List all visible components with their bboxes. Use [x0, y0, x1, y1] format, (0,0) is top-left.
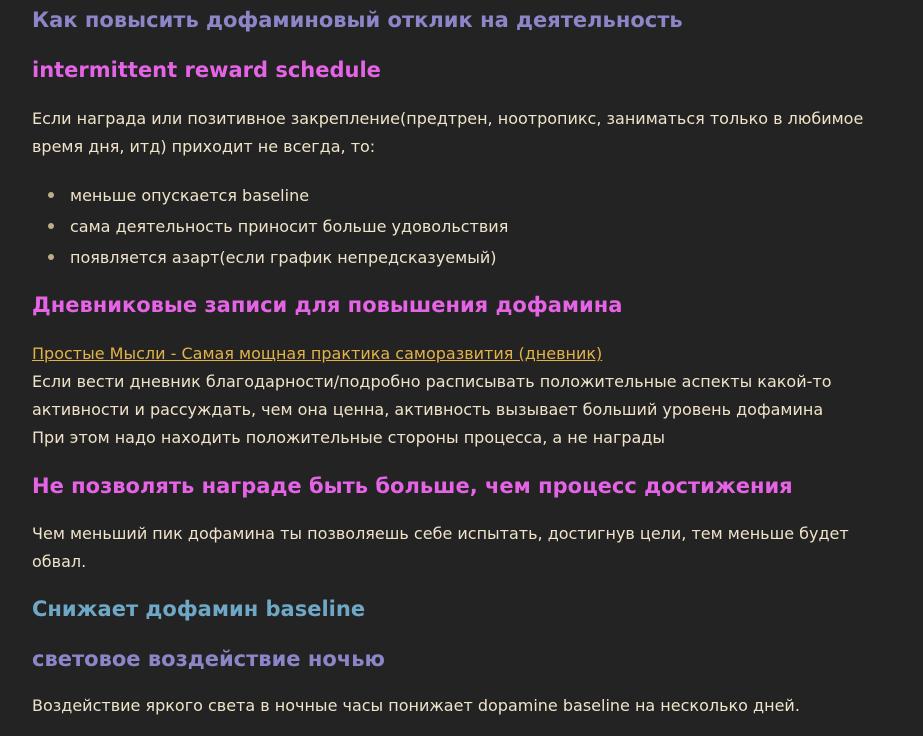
heading-reward-vs-process: Не позволять награде быть больше, чем процесс достижения [32, 474, 793, 498]
paragraph-night-light: Воздействие яркого света в ночные часы понижает dopamine baseline на несколько дней. [32, 696, 800, 715]
heading-night-light: световое воздействие ночью [32, 647, 385, 671]
heading-intermittent-reward: intermittent reward schedule [32, 58, 381, 82]
paragraph-reward-line-1: Чем меньший пик дофамина ты позволяешь себе испытать, достигнув цели, тем меньше будет [32, 524, 849, 543]
paragraph-diary-line-3: При этом надо находить положительные стороны процесса, а не награды [32, 428, 666, 447]
paragraph-intermittent-line-1: Если награда или позитивное закрепление(предтрен, ноотропикс, заниматься только в любимое [32, 109, 864, 128]
heading-main: Как повысить дофаминовый отклик на деятельность [32, 8, 683, 32]
paragraph-diary-line-1: Если вести дневник благодарности/подробно расписывать положительные аспекты какой-то [32, 372, 832, 391]
diary-link[interactable]: Простые Мысли - Самая мощная практика саморазвития (дневник) [32, 344, 603, 363]
paragraph-intermittent-line-2: время дня, итд) приходит не всегда, то: [32, 137, 376, 156]
paragraph-reward-line-2: обвал. [32, 552, 87, 571]
list-item [32, 211, 508, 242]
bullet-list [32, 180, 508, 273]
bullet-icon [48, 192, 54, 198]
paragraph-diary-line-2: активности и рассуждать, чем она ценна, активность вызывает больший уровень дофамина [32, 400, 824, 419]
heading-diary: Дневниковые записи для повышения дофамина [32, 293, 623, 317]
bullet-icon [48, 254, 54, 260]
list-item-text: появляется азарт(если график непредсказуемый) [70, 248, 497, 267]
list-item-text: меньше опускается baseline [70, 186, 310, 205]
bullet-icon [48, 223, 54, 229]
list-item-text: сама деятельность приносит больше удовольствия [70, 217, 509, 236]
heading-lowers-baseline: Снижает дофамин baseline [32, 597, 366, 621]
list-item [32, 180, 508, 211]
list-item [32, 242, 508, 273]
